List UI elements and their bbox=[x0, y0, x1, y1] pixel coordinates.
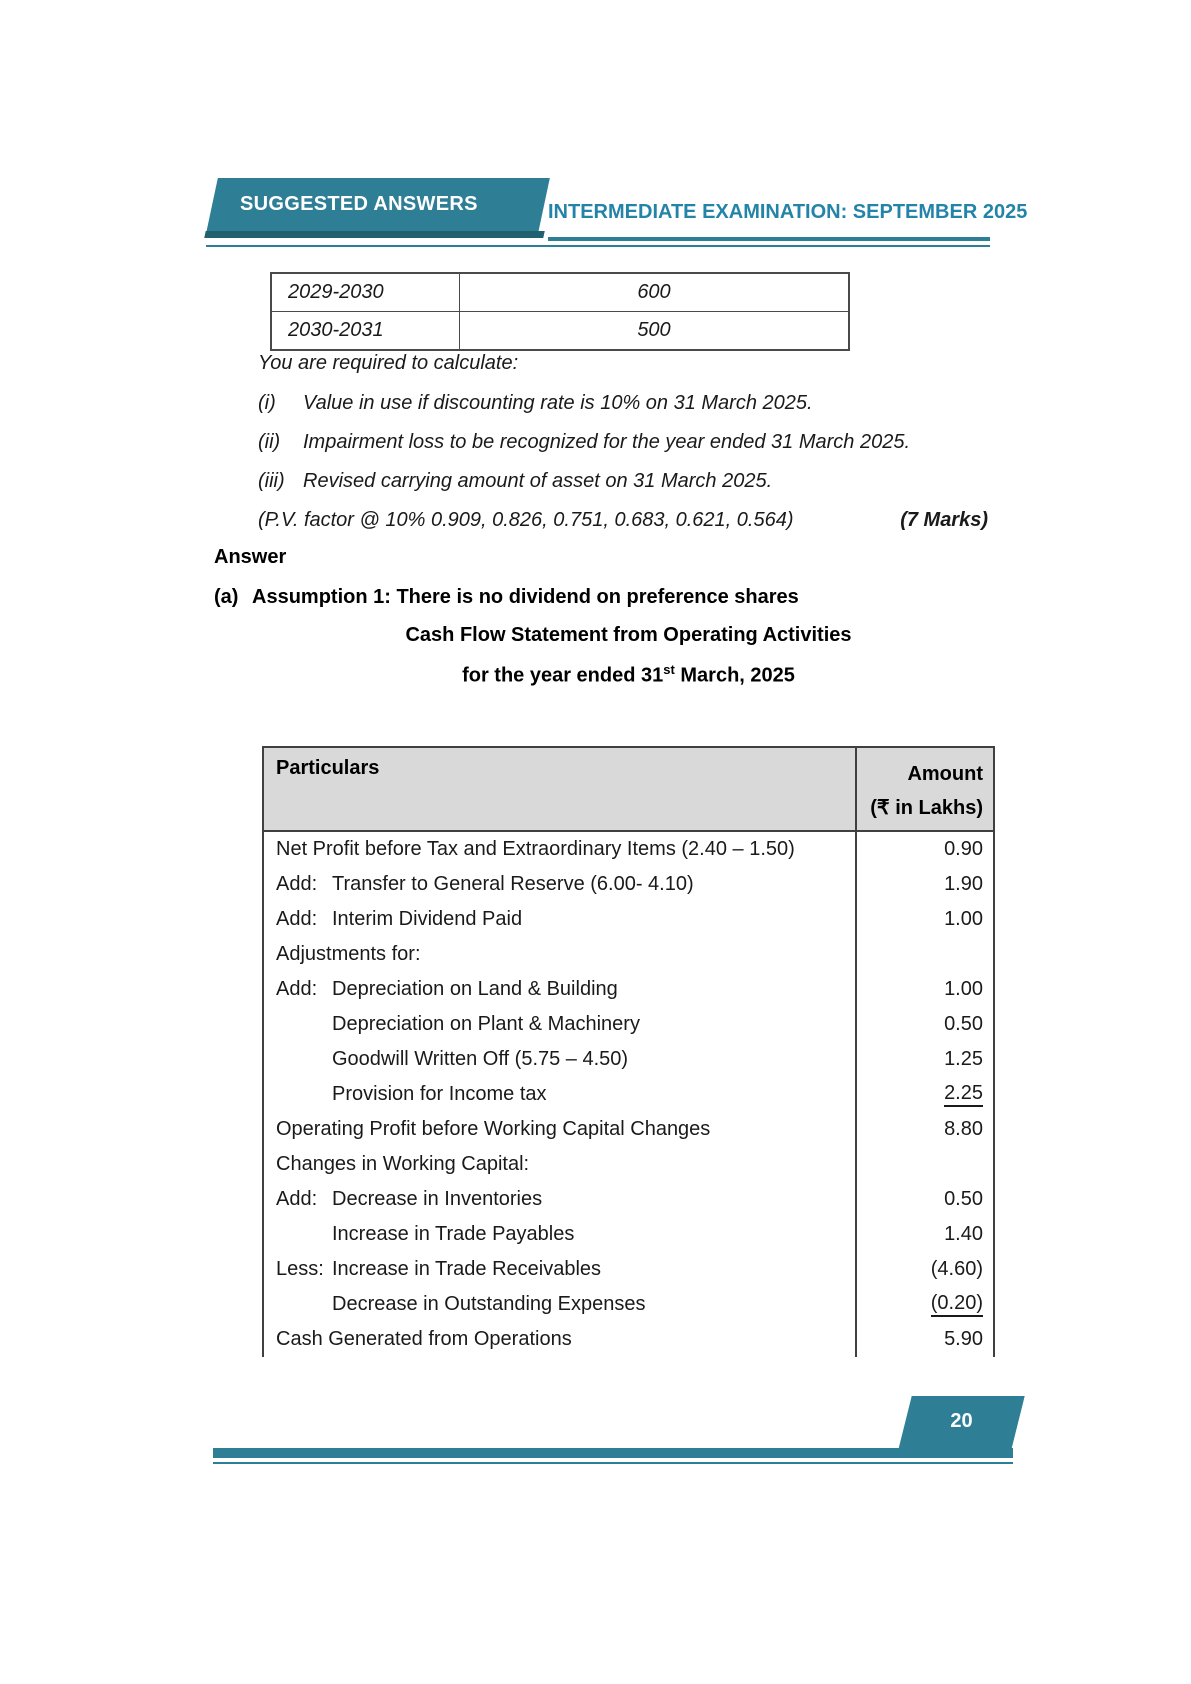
row-amount: 1.90 bbox=[944, 873, 983, 895]
particulars-cell bbox=[264, 1322, 855, 1357]
row-prefix: Add: bbox=[276, 1188, 318, 1210]
amount-cell bbox=[855, 1287, 993, 1322]
table-row bbox=[264, 1077, 993, 1112]
header-rule-thin bbox=[206, 245, 990, 247]
forecast-year-cell: 2030-2031 bbox=[272, 312, 460, 349]
table-row bbox=[264, 1287, 993, 1322]
table-row bbox=[264, 1112, 993, 1147]
col-header-amount-unit: (₹ in Lakhs) bbox=[870, 797, 983, 819]
question-intro: You are required to calculate: bbox=[258, 352, 519, 374]
forecast-table-row bbox=[272, 312, 848, 349]
table-row bbox=[264, 902, 993, 937]
footer-rule-thin bbox=[213, 1462, 1013, 1464]
particulars-cell bbox=[264, 1217, 855, 1252]
particulars-cell bbox=[264, 1007, 855, 1042]
table-row bbox=[264, 1322, 993, 1357]
table-row bbox=[264, 972, 993, 1007]
row-amount: 5.90 bbox=[944, 1328, 983, 1350]
question-item bbox=[258, 392, 988, 415]
amount-cell bbox=[855, 902, 993, 937]
answer-part-line bbox=[214, 586, 799, 609]
row-label: Changes in Working Capital: bbox=[276, 1153, 530, 1175]
subtitle-prefix: for the year ended 31 bbox=[462, 664, 664, 687]
amount-cell bbox=[855, 832, 993, 867]
particulars-cell bbox=[264, 832, 855, 867]
subtitle-suffix: March, 2025 bbox=[674, 664, 795, 687]
row-prefix: Add: bbox=[276, 908, 318, 930]
row-label: Cash Generated from Operations bbox=[276, 1328, 572, 1350]
amount-cell bbox=[855, 1182, 993, 1217]
row-amount: 1.00 bbox=[944, 908, 983, 930]
row-amount: 0.50 bbox=[944, 1013, 983, 1035]
particulars-cell bbox=[264, 902, 855, 937]
row-amount: 1.25 bbox=[944, 1048, 983, 1070]
amount-cell bbox=[855, 1042, 993, 1077]
table-row bbox=[264, 867, 993, 902]
amount-cell bbox=[855, 937, 993, 972]
page-number: 20 bbox=[950, 1410, 973, 1432]
row-amount: 1.00 bbox=[944, 978, 983, 1000]
particulars-cell bbox=[264, 1287, 855, 1322]
amount-cell bbox=[855, 1322, 993, 1357]
header-rule-thick bbox=[548, 237, 990, 241]
particulars-cell bbox=[264, 1042, 855, 1077]
table-row bbox=[264, 1217, 993, 1252]
amount-cell bbox=[855, 1007, 993, 1042]
row-label: Adjustments for: bbox=[276, 943, 421, 965]
table-row bbox=[264, 1147, 993, 1182]
row-amount: 0.90 bbox=[944, 838, 983, 860]
footer-rule-thick bbox=[213, 1448, 1013, 1458]
row-label: Goodwill Written Off (5.75 – 4.50) bbox=[332, 1048, 629, 1070]
question-item-number: (i) bbox=[258, 392, 276, 414]
row-amount: (0.20) bbox=[931, 1292, 983, 1317]
row-label: Depreciation on Land & Building bbox=[332, 978, 618, 1000]
exam-title: INTERMEDIATE EXAMINATION: SEPTEMBER 2025 bbox=[548, 201, 1028, 223]
pv-factor-note: (P.V. factor @ 10% 0.909, 0.826, 0.751, 0.683, 0.621, 0.564) bbox=[258, 509, 794, 531]
assumption-heading: Assumption 1: There is no dividend on preference shares bbox=[252, 586, 799, 608]
amount-cell bbox=[855, 1217, 993, 1252]
amount-cell bbox=[855, 1077, 993, 1112]
cashflow-table-header bbox=[262, 746, 995, 832]
row-label: Increase in Trade Receivables bbox=[332, 1258, 602, 1280]
amount-cell bbox=[855, 867, 993, 902]
table-row bbox=[264, 1182, 993, 1217]
particulars-cell bbox=[264, 867, 855, 902]
particulars-cell bbox=[264, 972, 855, 1007]
question-item bbox=[258, 431, 988, 454]
question-item-text: Revised carrying amount of asset on 31 March 2025. bbox=[303, 470, 773, 492]
particulars-cell bbox=[264, 1112, 855, 1147]
row-label: Depreciation on Plant & Machinery bbox=[332, 1013, 640, 1035]
row-prefix: Add: bbox=[276, 873, 318, 895]
particulars-cell bbox=[264, 1147, 855, 1182]
amount-cell bbox=[855, 972, 993, 1007]
particulars-cell bbox=[264, 1182, 855, 1217]
col-header-amount: Amount bbox=[907, 763, 983, 785]
row-amount: 0.50 bbox=[944, 1188, 983, 1210]
col-header-particulars: Particulars bbox=[276, 757, 380, 779]
table-row bbox=[264, 832, 993, 867]
amount-cell bbox=[855, 1147, 993, 1182]
table-row bbox=[264, 1252, 993, 1287]
row-amount: (4.60) bbox=[930, 1258, 983, 1280]
amount-cell bbox=[855, 1112, 993, 1147]
part-label: (a) bbox=[214, 586, 239, 608]
forecast-table bbox=[270, 272, 850, 351]
forecast-table-row bbox=[272, 274, 848, 312]
row-prefix: Less: bbox=[276, 1258, 324, 1280]
row-amount: 1.40 bbox=[944, 1223, 983, 1245]
banner-shadow bbox=[204, 231, 544, 238]
cashflow-table-body bbox=[262, 832, 995, 1357]
forecast-year-cell: 2029-2030 bbox=[272, 274, 460, 311]
row-label: Decrease in Inventories bbox=[332, 1188, 543, 1210]
question-item-text: Impairment loss to be recognized for the year ended 31 March 2025. bbox=[303, 431, 911, 453]
answer-heading: Answer bbox=[214, 546, 287, 568]
question-block bbox=[258, 352, 988, 532]
statement-title: Cash Flow Statement from Operating Activities bbox=[405, 624, 852, 646]
table-row bbox=[264, 1007, 993, 1042]
row-label: Net Profit before Tax and Extraordinary Items (2.40 – 1.50) bbox=[276, 838, 795, 860]
row-label: Decrease in Outstanding Expenses bbox=[332, 1293, 646, 1315]
banner-label: SUGGESTED ANSWERS bbox=[240, 193, 478, 215]
question-item-number: (ii) bbox=[258, 431, 281, 453]
subtitle-superscript: st bbox=[663, 662, 675, 677]
question-item-number: (iii) bbox=[258, 470, 285, 492]
particulars-cell bbox=[264, 1252, 855, 1287]
particulars-cell bbox=[264, 937, 855, 972]
row-label: Increase in Trade Payables bbox=[332, 1223, 575, 1245]
table-row bbox=[264, 1042, 993, 1077]
amount-cell bbox=[855, 1252, 993, 1287]
forecast-value-cell: 500 bbox=[637, 319, 671, 341]
table-row bbox=[264, 937, 993, 972]
row-label: Operating Profit before Working Capital Changes bbox=[276, 1118, 711, 1140]
particulars-cell bbox=[264, 1077, 855, 1112]
marks-label: (7 Marks) bbox=[900, 509, 988, 531]
row-amount: 8.80 bbox=[944, 1118, 983, 1140]
cashflow-table bbox=[262, 746, 995, 1357]
statement-subtitle bbox=[262, 662, 995, 688]
row-label: Transfer to General Reserve (6.00- 4.10) bbox=[332, 873, 694, 895]
forecast-value-cell: 600 bbox=[637, 281, 671, 303]
row-label: Interim Dividend Paid bbox=[332, 908, 523, 930]
row-prefix: Add: bbox=[276, 978, 318, 1000]
row-label: Provision for Income tax bbox=[332, 1083, 547, 1105]
question-item-text: Value in use if discounting rate is 10% on 31 March 2025. bbox=[303, 392, 813, 414]
question-item bbox=[258, 470, 988, 493]
row-amount: 2.25 bbox=[944, 1082, 983, 1107]
